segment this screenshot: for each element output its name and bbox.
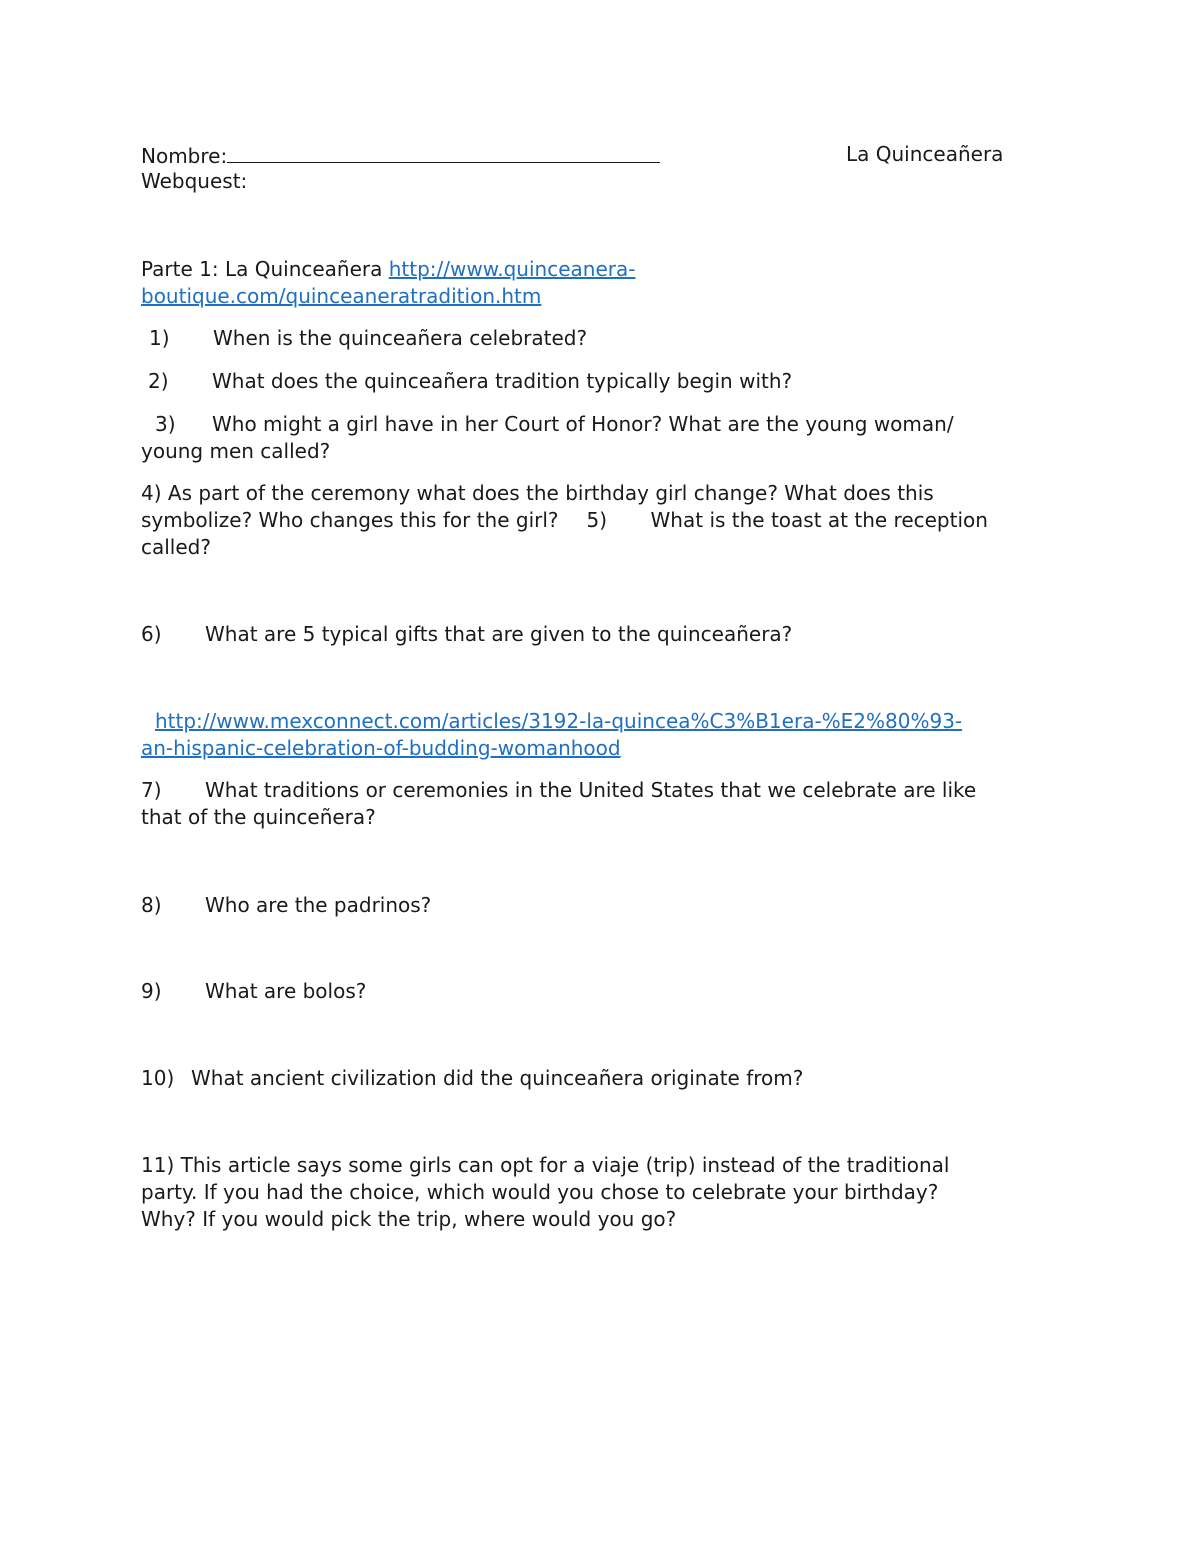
question-text: Who might a girl have in her Court of Honor? What are the young woman/ — [212, 412, 954, 436]
name-blank-line[interactable] — [227, 140, 660, 163]
part1-link[interactable]: http://www.quinceanera- — [388, 257, 636, 281]
question-11-line3: Why? If you would pick the trip, where would you go? — [141, 1207, 677, 1231]
part2-link-line1-wrap — [155, 707, 962, 735]
part2-link[interactable]: http://www.mexconnect.com/articles/3192-la-quincea%C3%B1era-%E2%80%93- — [155, 709, 963, 733]
part2-link-line2-wrap — [141, 734, 621, 762]
question-text: What does the quinceañera tradition typically begin with? — [212, 369, 793, 393]
question-7-continued: that of the quinceñera? — [141, 805, 376, 829]
question-11-line2: party. If you had the choice, which would you chose to celebrate your birthday? — [141, 1180, 939, 1204]
question-text: What are 5 typical gifts that are given to the quinceañera? — [205, 622, 793, 646]
question-number: 8) — [141, 893, 162, 917]
header-line — [141, 140, 660, 170]
question-4: 4) As part of the ceremony what does the birthday girl change? What does this — [141, 481, 934, 505]
question-number: 6) — [141, 622, 162, 646]
question-5-text: What is the toast at the reception — [650, 508, 988, 532]
worksheet-title: La Quinceañera — [846, 142, 1004, 166]
question-number: 2) — [148, 369, 169, 393]
question-text: What traditions or ceremonies in the United States that we celebrate are like — [205, 778, 977, 802]
question-number: 3) — [155, 412, 176, 436]
question-number: 1) — [149, 326, 170, 350]
part1-link-line2[interactable]: boutique.com/quinceaneratradition.htm — [141, 284, 542, 308]
part1-link-continued — [141, 282, 541, 310]
question-8 — [141, 891, 431, 919]
question-9 — [141, 977, 366, 1005]
question-4-continued — [141, 506, 988, 534]
question-text: When is the quinceañera celebrated? — [213, 326, 588, 350]
part2-link-line2[interactable]: an-hispanic-celebration-of-budding-womanhood — [141, 736, 621, 760]
question-number: 7) — [141, 778, 162, 802]
question-text: What ancient civilization did the quinceañera originate from? — [191, 1066, 804, 1090]
nombre-label: Nombre: — [141, 144, 228, 168]
question-6 — [141, 620, 792, 648]
question-7 — [141, 776, 976, 804]
question-number: 10) — [141, 1066, 175, 1090]
part1-label: Parte 1: La Quinceañera — [141, 257, 389, 281]
question-5-number: 5) — [586, 508, 608, 532]
worksheet-title-continued: Webquest: — [141, 169, 248, 193]
question-11: 11) This article says some girls can opt for a viaje (trip) instead of the traditional — [141, 1153, 950, 1177]
question-2 — [148, 367, 792, 395]
question-number: 9) — [141, 979, 162, 1003]
question-text: symbolize? Who changes this for the girl? — [141, 508, 559, 532]
question-5-continued: called? — [141, 535, 211, 559]
question-3-continued: young men called? — [141, 439, 331, 463]
question-1 — [149, 324, 587, 352]
question-10 — [141, 1064, 803, 1092]
question-text: Who are the padrinos? — [205, 893, 432, 917]
part1-heading — [141, 255, 635, 283]
question-3 — [155, 410, 954, 438]
question-text: What are bolos? — [205, 979, 367, 1003]
